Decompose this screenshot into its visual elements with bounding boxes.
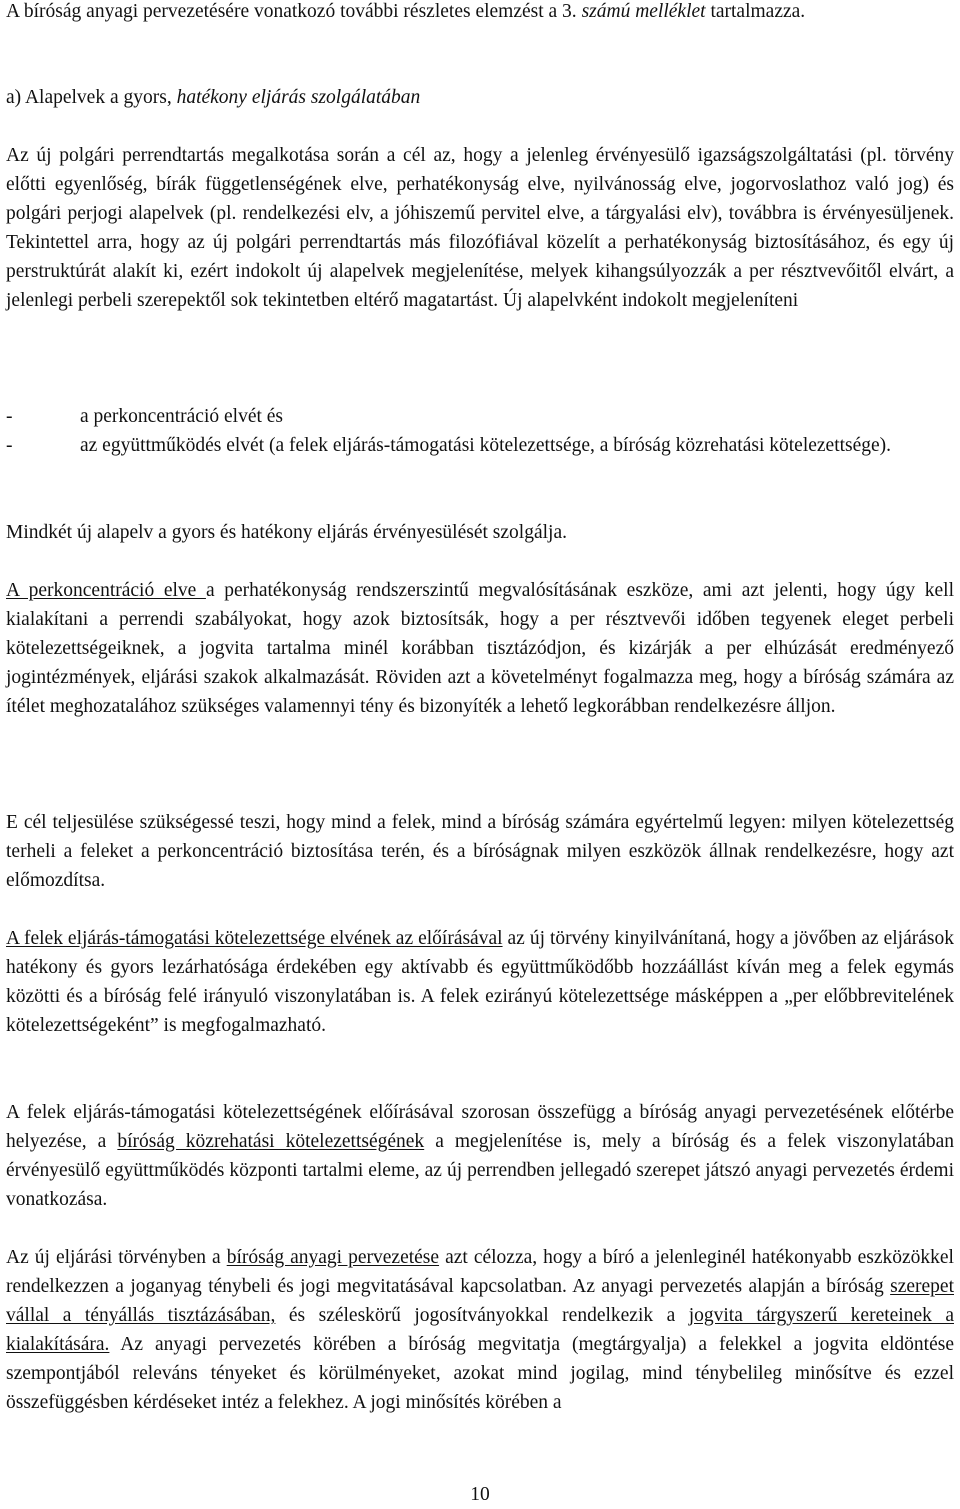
concentration-term: A perkoncentráció elve: [6, 580, 206, 601]
list-dash: -: [6, 406, 13, 427]
concentration-paragraph: [6, 576, 954, 721]
principles-paragraph: Az új polgári perrendtartás megalkotása során a cél az, hogy a jelenleg érvényesülő igazságszolgáltatási (pl. törvény előtti egyenlőség, bírák függetlenségének elve, perhatékonyság elve, nyilvánosság elve, jogorvoslathoz való jog) és polgári perjogi alapelvek (pl. rendelkezési elv, a jóhiszemű pervitel elve, a tárgyalási elv), továbbra is érvényesüljenek. Tekintettel arra, hogy az új polgári perrendtartás más filozófiával közelít a perhatékonyság biztosításához, és egy új perstruktúrát alakít ki, ezért indokolt új alapelvek megjelenítése, melyek kihangsúlyozzák a per résztvevőitől elvárt, a jelenlegi perbeli szerepektől sok tekintetben eltérő magatartást. Új alapelvként indokolt megjeleníteni: [6, 145, 954, 311]
support-duty-paragraph: [6, 924, 954, 1040]
list-item-text: a perkoncentráció elvét és: [80, 406, 284, 427]
intro-italic-ref: számú melléklet: [581, 1, 706, 22]
list-item-text: az együttműködés elvét (a felek eljárás-támogatási kötelezettsége, a bíróság közrehatási kötelezettsége).: [80, 435, 892, 456]
heading-prefix: a) Alapelvek a gyors,: [6, 87, 177, 108]
court-duty-term: bíróság közrehatási kötelezettségének: [117, 1131, 425, 1152]
list-item: [6, 431, 954, 460]
support-duty-text: az új törvény kinyilvánítaná, hogy a jövőben az eljárások hatékony és gyors lezárhatósága érdekében egy aktívabb és együttműködőbb hozzáállást kíván meg a felek egymás közötti és a bíróság felé irányuló viszonylatában is. A felek ezirányú kötelezettsége másképpen a „per előbbrevitelének kötelezettségeként” is megfogalmazható.: [6, 928, 954, 1036]
case-mgmt-text-3: és széleskörű jogosítványokkal rendelkezik a: [275, 1305, 689, 1326]
court-duty-paragraph: [6, 1098, 954, 1214]
summary-paragraph: Mindkét új alapelv a gyors és hatékony eljárás érvényesülését szolgálja.: [6, 522, 567, 543]
goal-paragraph: E cél teljesülése szükségessé teszi, hogy mind a felek, mind a bíróság számára egyértelmű legyen: milyen kötelezettség terheli a feleket a perkoncentráció biztosítása terén, és a bíróságnak milyen eszközök állnak rendelkezésre, hogy azt előmozdítsa.: [6, 812, 954, 891]
court-duty-text-2: a megjelenítése is, mely a bíróság és a felek viszonylatában érvényesülő együttműködés központi tartalmi eleme, az új perrendben jellegadó szerepet játszó anyagi pervezetés érdemi vonatkozása.: [6, 1131, 954, 1210]
case-mgmt-text-1: Az új eljárási törvényben a: [6, 1247, 227, 1268]
heading-italic: hatékony eljárás szolgálatában: [176, 87, 421, 108]
case-mgmt-term-3: jogvita tárgyszerű kereteinek a kialakítására.: [6, 1305, 954, 1355]
list-item: [6, 402, 954, 431]
concentration-text: a perhatékonyság rendszerszintű megvalósításának eszköze, ami azt jelenti, hogy úgy kell kialakítani a perrendi szabályokat, hogy azok biztosítsák, hogy a per résztvevői időben tegyenek eleget perbeli kötelezettségeiknek, a jogvita tartalma minél korábban tisztázódjon, és kizárják a per elhúzását eredményező jogintézmények, eljárási szakok alkalmazását. Röviden azt a követelményt fogalmazza meg, hogy a bíróság számára az ítélet meghozatalához szükséges valamennyi tény és bizonyíték a lehető legkorábban rendelkezésre álljon.: [6, 580, 954, 717]
case-management-paragraph: [6, 1243, 954, 1417]
section-heading: [6, 83, 954, 112]
case-mgmt-term-2: szerepet vállal a tényállás tisztázásában,: [6, 1276, 954, 1326]
case-mgmt-term-1: bíróság anyagi pervezetése: [226, 1247, 440, 1268]
list-dash: -: [6, 435, 13, 456]
support-duty-term: A felek eljárás-támogatási kötelezettsége elvének az előírásával: [6, 928, 503, 949]
court-duty-text-1: A felek eljárás-támogatási kötelezettségének előírásával szorosan összefügg a bíróság anyagi pervezetésének előtérbe helyezése, a: [6, 1102, 954, 1152]
intro-text: A bíróság anyagi pervezetésére vonatkozó további részletes elemzést a 3.: [6, 1, 582, 22]
case-mgmt-text-2: azt célozza, hogy a bíró a jelenleginél hatékonyabb eszközökkel rendelkezzen a joganyag ténybeli és jogi megvitatásával kapcsolatban. Az anyagi pervezetés alapján a bíróság: [6, 1247, 954, 1297]
page-number: 10: [470, 1484, 490, 1505]
intro-paragraph: [6, 0, 954, 26]
case-mgmt-text-4: Az anyagi pervezetés körében a bíróság megvitatja (megtárgyalja) a felekkel a jogvita eldöntése szempontjából releváns tényeket és körülményeket, azokat mind jogilag, mind ténybelileg minősítve és ezzel összefüggésben kérdéseket intéz a felekhez. A jogi minősítés körében a: [6, 1334, 954, 1413]
intro-tail: tartalmazza.: [705, 1, 806, 22]
